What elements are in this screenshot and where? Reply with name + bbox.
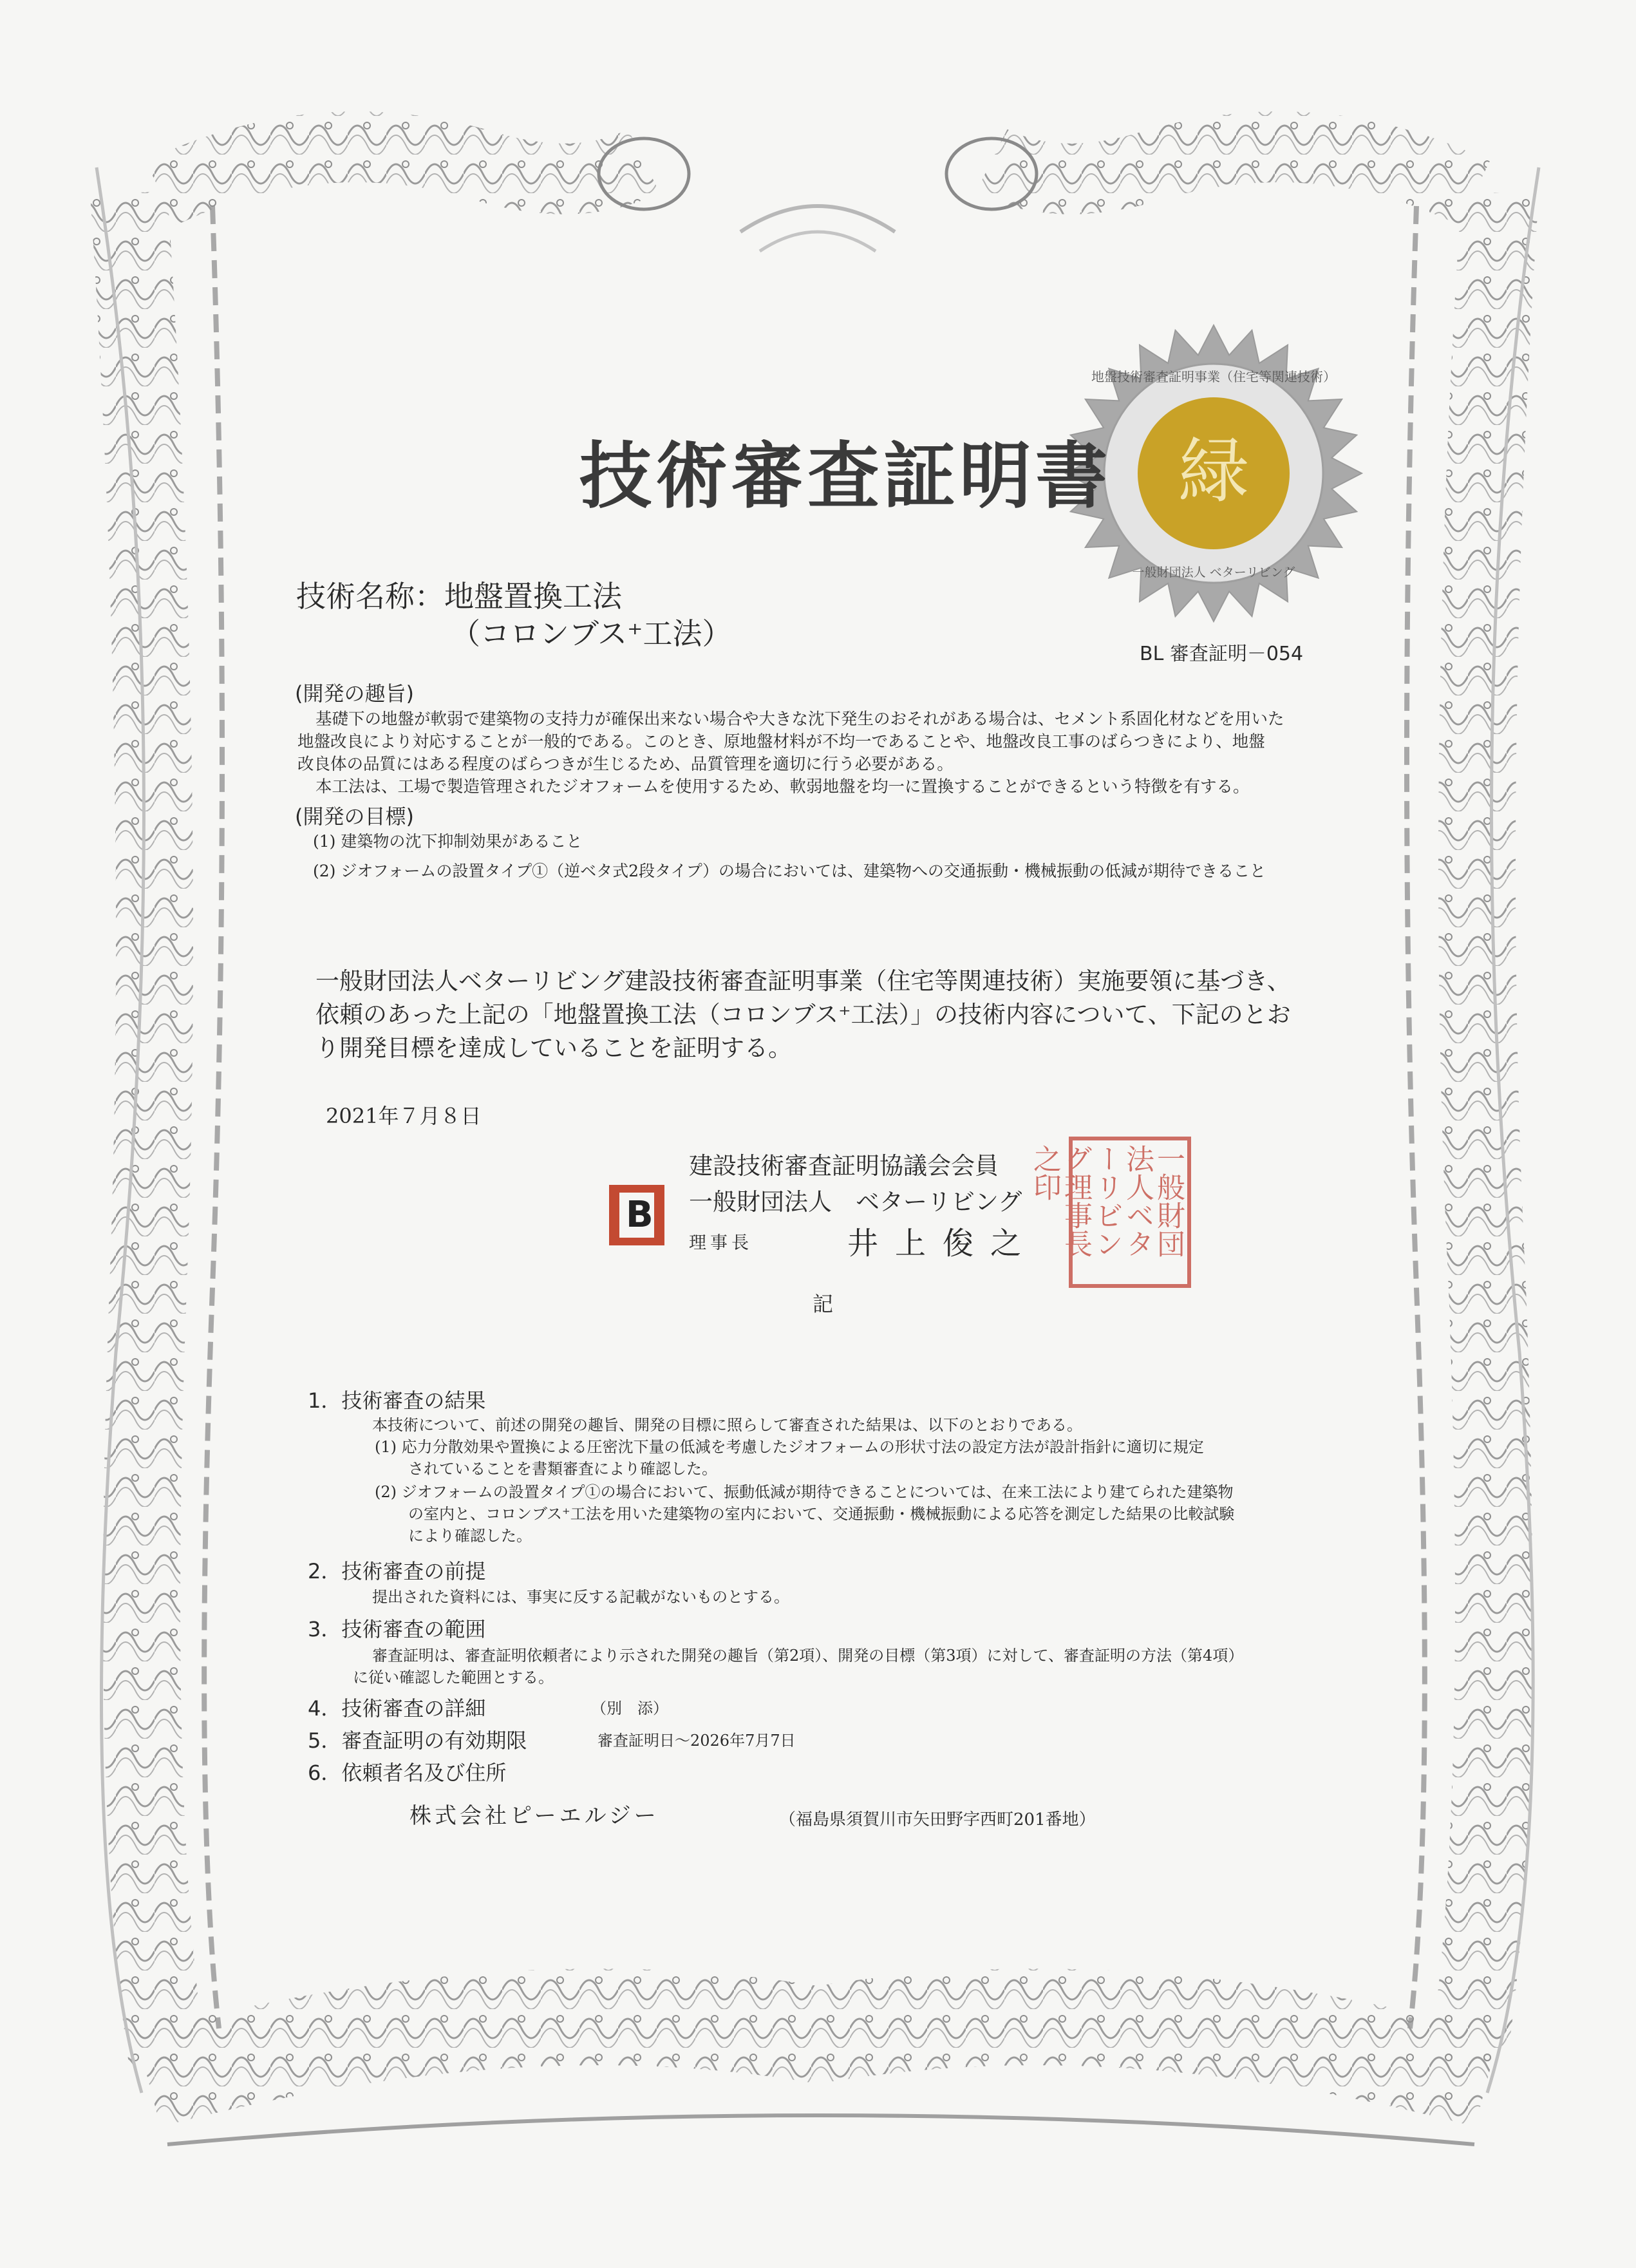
certificate-title: 技術審査証明書 [579,434,1111,518]
item-4-heading: 4．技術審査の詳細 [308,1696,486,1721]
certification-statement: 一般財団法人ベターリビング建設技術審査証明事業（住宅等関連技術）実施要領に基づき、 依頼のあった上記の「地盤置換工法（コロンブス⁺工法）」の技術内容について、下記のとお り開発目標を達成していることを証明する。 [315,967,1291,1062]
official-seal-stamp: 一般財団法人ベターリビング理事長之印 [1069,1137,1191,1288]
result-1: (1) 応力分散効果や置換による圧密沈下量の低減を考慮したジオフォームの形状寸法の設定方法が設計指針に適切に規定 されていることを書類審査により確認した。 [375,1438,1204,1478]
item-1-heading: 1．技術審査の結果 [308,1388,486,1413]
result-2: (2) ジオフォームの設置タイプ①の場合において、振動低減が期待できることについては、在来工法により建てられた建築物 の室内と、コロンブス⁺工法を用いた建築物の室内において、交通振動・機械振動による応答を測定した結果の比較試験 により確認した。 [375,1483,1235,1545]
dev-goal-2: (2) ジオフォームの設置タイプ①（逆ベタ式2段タイプ）の場合においては、建築物への交通振動・機械振動の低減が期待できること [313,862,1266,880]
issuer-council: 建設技術審査証明協議会会員 [689,1152,999,1180]
item-5-heading: 5．審査証明の有効期限 [308,1728,527,1753]
seal-center-char: 緑 [1178,430,1249,513]
detail-text: （別 添） [591,1699,668,1717]
issuer-organization: 一般財団法人 ベターリビング [689,1188,1022,1216]
bl-logo: B [609,1185,664,1245]
seal-bottom-text: 一般財団法人 ベターリビング [1132,565,1295,580]
item-6-heading: 6．依頼者名及び住所 [308,1761,507,1785]
ki-marker: 記 [813,1292,834,1316]
representative-name: 井上俊之 [847,1225,1039,1262]
technology-name-sub: （コロンブス⁺工法） [451,616,732,651]
item-3-heading: 3．技術審査の範囲 [308,1617,486,1641]
seal-ring-text: 地盤技術審査証明事業（住宅等関連技術） [1091,369,1336,384]
result-intro: 本技術について、前述の開発の趣旨、開発の目標に照らして審査された結果は、以下のとおりである。 [372,1416,1083,1434]
item-2-heading: 2．技術審査の前提 [308,1559,486,1583]
validity-text: 審査証明日～2026年7月7日 [597,1732,796,1750]
applicant-company: 株式会社ピーエルジー [409,1803,659,1829]
scope-text: 審査証明は、審査証明依頼者により示された開発の趣旨（第2項）、開発の目標（第3項）に対して、審査証明の方法（第4項） に従い確認した範囲とする。 [353,1647,1244,1687]
technology-name: 技術名称：地盤置換工法 [296,579,622,614]
dev-purpose-text: 基礎下の地盤が軟弱で建築物の支持力が確保出来ない場合や大きな沈下発生のおそれがある場合は、セメント系固化材などを用いた 地盤改良により対応することが一般的である。このとき、原地盤材料が不均一であることや、地盤改良工事のばらつきにより、地盤 改良体の品質にはある程度のばらつきが生じるため、品質管理を適切に行う必要がある。 本工法は、工場で製造管理されたジオフォームを使用するため、軟弱地盤を均一に置換することができるという特徴を有する。 [297,710,1284,797]
issuer-role: 理事長 [689,1233,753,1253]
premise-text: 提出された資料には、事実に反する記載がないものとする。 [372,1588,789,1606]
dev-goal-1: (1) 建築物の沈下抑制効果があること [313,832,583,851]
certificate-number: BL 審査証明－054 [1140,643,1304,665]
dev-purpose-heading: (開発の趣旨) [295,681,414,706]
issue-date: 2021年７月８日 [326,1104,482,1128]
dev-goal-heading: (開発の目標) [295,804,414,829]
applicant-address: （福島県須賀川市矢田野字西町201番地） [779,1810,1096,1829]
